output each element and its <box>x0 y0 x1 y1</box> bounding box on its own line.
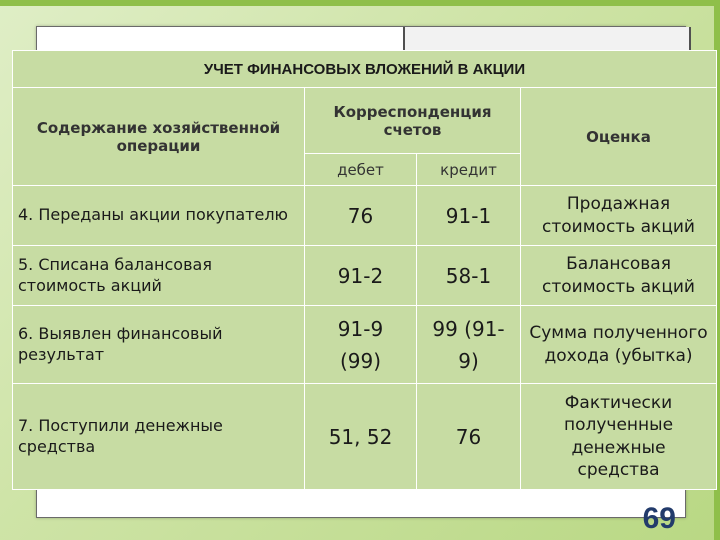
valuation-cell: Фактически полученные денежные средства <box>521 384 717 490</box>
table-row <box>13 306 717 384</box>
page-number: 69 <box>642 502 676 535</box>
credit-cell: 91-1 <box>417 186 521 246</box>
header-credit: кредит <box>417 154 521 186</box>
credit-cell: 76 <box>417 384 521 490</box>
operation-cell: 4. Переданы акции покупателю <box>13 186 305 246</box>
decor-stripe-top <box>0 0 720 6</box>
table-row <box>13 384 717 490</box>
debit-cell: 91-9 (99) <box>305 306 417 384</box>
credit-cell: 99 (91-9) <box>417 306 521 384</box>
debit-cell: 91-2 <box>305 246 417 306</box>
valuation-cell: Продажная стоимость акций <box>521 186 717 246</box>
investment-table <box>12 50 717 490</box>
valuation-cell: Балансовая стоимость акций <box>521 246 717 306</box>
credit-cell: 58-1 <box>417 246 521 306</box>
header-correspondence: Корреспонденция счетов <box>305 88 521 154</box>
header-content: Содержание хозяйственной операции <box>13 88 305 186</box>
debit-cell: 76 <box>305 186 417 246</box>
debit-cell: 51, 52 <box>305 384 417 490</box>
table-title: УЧЕТ ФИНАНСОВЫХ ВЛОЖЕНИЙ В АКЦИИ <box>13 51 717 88</box>
operation-cell: 5. Списана балансовая стоимость акций <box>13 246 305 306</box>
operation-cell: 6. Выявлен финансовый результат <box>13 306 305 384</box>
header-debit: дебет <box>305 154 417 186</box>
table-row <box>13 246 717 306</box>
valuation-cell: Сумма полученного дохода (убытка) <box>521 306 717 384</box>
header-valuation: Оценка <box>521 88 717 186</box>
table-row <box>13 186 717 246</box>
operation-cell: 7. Поступили денежные средства <box>13 384 305 490</box>
